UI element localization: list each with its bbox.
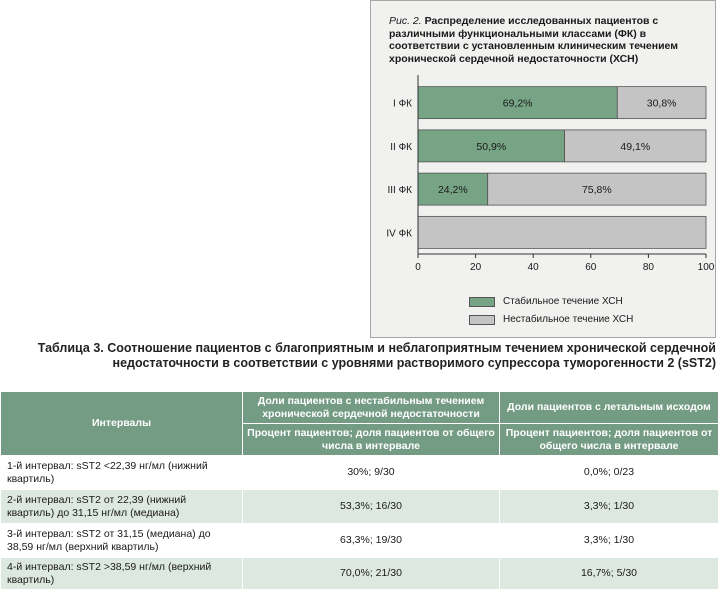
legend-item-unstable [469, 312, 633, 327]
bar-value-label: 69,2% [502, 97, 533, 110]
cell-unstable: 63,3%; 19/30 [243, 524, 500, 558]
data-table [0, 391, 719, 590]
category-label: III ФК [387, 185, 412, 197]
header-unstable: Доли пациентов с нестабильным течением хронической сердечной недостаточности [243, 392, 500, 424]
header-intervals: Интервалы [1, 392, 243, 456]
bar-value-label: 75,8% [581, 184, 612, 197]
cell-interval: 4-й интервал: sST2 >38,59 нг/мл (верхний квартиль) [1, 558, 243, 590]
cell-unstable: 30%; 9/30 [243, 456, 500, 490]
x-tick-label: 20 [470, 262, 482, 273]
table-row [1, 456, 719, 490]
x-tick-label: 40 [527, 262, 539, 273]
bar-value-label: 30,8% [646, 97, 677, 110]
legend-label-unstable: Нестабильное течение ХСН [503, 314, 634, 325]
cell-lethal: 3,3%; 1/30 [500, 524, 719, 558]
category-label: II ФК [390, 141, 412, 153]
cell-lethal: 0,0%; 0/23 [500, 456, 719, 490]
table-title [0, 341, 716, 371]
cell-interval: 3-й интервал: sST2 от 31,15 (медиана) до 38,59 нг/мл (верхний квартиль) [1, 524, 243, 558]
cell-interval: 2-й интервал: sST2 от 22,39 (нижний квартиль) до 31,15 нг/мл (медиана) [1, 490, 243, 524]
cell-unstable: 70,0%; 21/30 [243, 558, 500, 590]
legend-label-stable: Стабильное течение ХСН [503, 296, 623, 307]
x-tick-label: 60 [585, 262, 597, 273]
chart-legend [469, 294, 633, 330]
stacked-bar-chart [371, 1, 717, 339]
subheader-lethal: Процент пациентов; доля пациентов от общего числа в интервале [500, 424, 719, 456]
bar-value-label: 24,2% [437, 184, 468, 197]
bar-value-label: 49,1% [620, 140, 651, 153]
category-label: IV ФК [386, 228, 412, 240]
figure-panel [370, 0, 716, 338]
bar-value-label: 50,9% [476, 140, 507, 153]
legend-swatch-stable [469, 297, 495, 307]
cell-lethal: 16,7%; 5/30 [500, 558, 719, 590]
table-title-line2: недостаточности в соответствии с уровнями растворимого супрессора туморогенности 2 (sST2) [112, 356, 716, 370]
header-lethal: Доли пациентов с летальным исходом [500, 392, 719, 424]
cell-interval: 1-й интервал: sST2 <22,39 нг/мл (нижний квартиль) [1, 456, 243, 490]
subheader-unstable: Процент пациентов; доля пациентов от общего числа в интервале [243, 424, 500, 456]
table-title-line1: Таблица 3. Соотношение пациентов с благоприятным и неблагоприятным течением хронической сердечной [37, 341, 716, 355]
cell-lethal: 3,3%; 1/30 [500, 490, 719, 524]
category-label: I ФК [393, 98, 412, 110]
x-tick-label: 100 [697, 262, 715, 273]
x-tick-label: 0 [415, 262, 421, 273]
bar-unstable [418, 216, 706, 248]
table-row [1, 558, 719, 590]
figure-caption-text: Распределение исследованных пациентов с различными функциональными классами (ФК) в соответствии с установленным клиническим течением хронической сердечной недостаточности (ХСН) [389, 15, 679, 65]
x-tick-label: 80 [642, 262, 654, 273]
cell-unstable: 53,3%; 16/30 [243, 490, 500, 524]
table-row [1, 524, 719, 558]
figure-caption-prefix: Рис. 2. [389, 15, 422, 27]
legend-swatch-unstable [469, 315, 495, 325]
table-row [1, 490, 719, 524]
legend-item-stable [469, 294, 633, 309]
